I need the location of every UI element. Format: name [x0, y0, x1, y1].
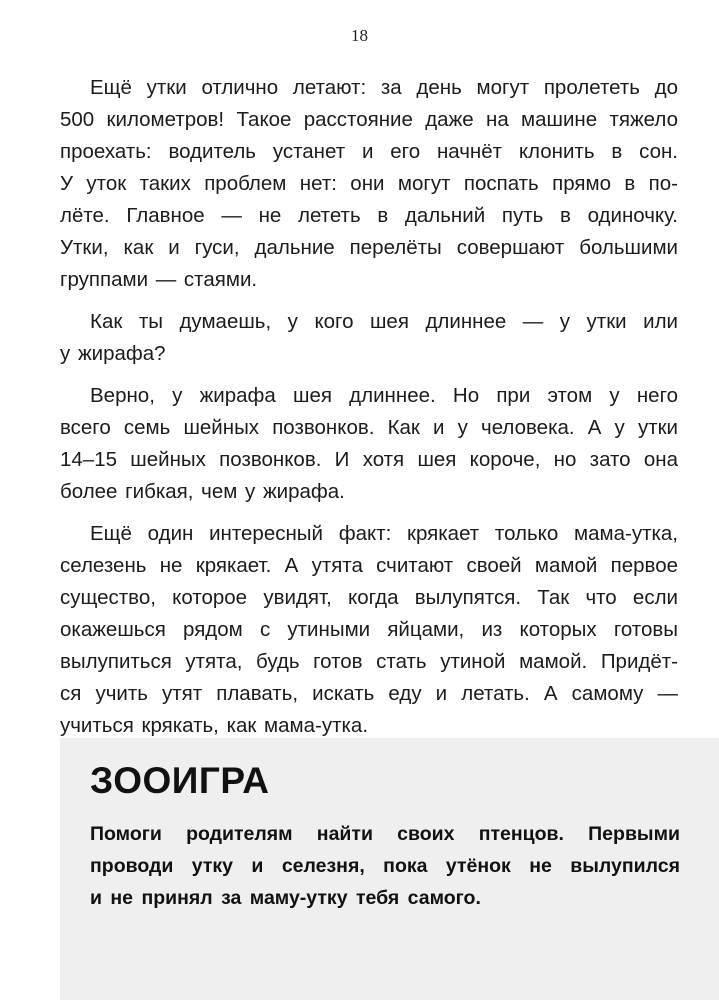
text-line: группами — стаями. — [60, 268, 258, 291]
text-line: Ещё утки отлично летают: за день могут пролететь до — [90, 76, 678, 99]
zoogame-title: ЗООИГРА — [90, 760, 270, 801]
body-text — [60, 72, 678, 752]
zoogame-instructions — [90, 818, 680, 914]
text-line: 14–15 шейных позвонков. И хотя шея короче, но зато она — [60, 448, 678, 471]
text-line: Верно, у жирафа шея длиннее. Но при этом у него — [90, 384, 678, 407]
paragraph-flight — [60, 72, 678, 296]
text-line: всего семь шейных позвонков. Как и у человека. А у утки — [60, 416, 678, 439]
text-line: Помоги родителям найти своих птенцов. Первыми — [90, 823, 680, 845]
paragraph-question — [60, 306, 678, 370]
zoogame-box — [60, 738, 719, 1000]
text-line: 500 километров! Такое расстояние даже на машине тяжело — [60, 108, 678, 131]
text-line: у жирафа? — [60, 342, 166, 365]
text-line: более гибкая, чем у жирафа. — [60, 480, 345, 503]
text-line: учиться крякать, как мама-утка. — [60, 714, 369, 737]
text-line: Ещё один интересный факт: крякает только мама-утка, — [90, 522, 678, 545]
text-line: У уток таких проблем нет: они могут поспать прямо в по- — [60, 172, 678, 195]
text-line: существо, которое увидят, когда вылупятся. Так что если — [60, 586, 678, 609]
page-number: 18 — [351, 26, 368, 45]
text-line: Как ты думаешь, у кого шея длиннее — у утки или — [90, 310, 678, 333]
paragraph-fact — [60, 518, 678, 742]
text-line: лёте. Главное — не лететь в дальний путь в одиночку. — [60, 204, 678, 227]
text-line: проводи утку и селезня, пока утёнок не вылупился — [90, 855, 680, 877]
text-line: ся учить утят плавать, искать еду и летать. А самому — — [60, 682, 678, 705]
text-line: вылупиться утята, будь готов стать утиной мамой. Придёт- — [60, 650, 678, 673]
paragraph-answer — [60, 380, 678, 508]
text-line: Утки, как и гуси, дальние перелёты совершают большими — [60, 236, 678, 259]
text-line: селезень не крякает. А утята считают своей мамой первое — [60, 554, 678, 577]
text-line: и не принял за маму-утку тебя самого. — [90, 887, 481, 909]
text-line: окажешься рядом с утиными яйцами, из которых готовы — [60, 618, 678, 641]
text-line: проехать: водитель устанет и его начнёт клонить в сон. — [60, 140, 678, 163]
